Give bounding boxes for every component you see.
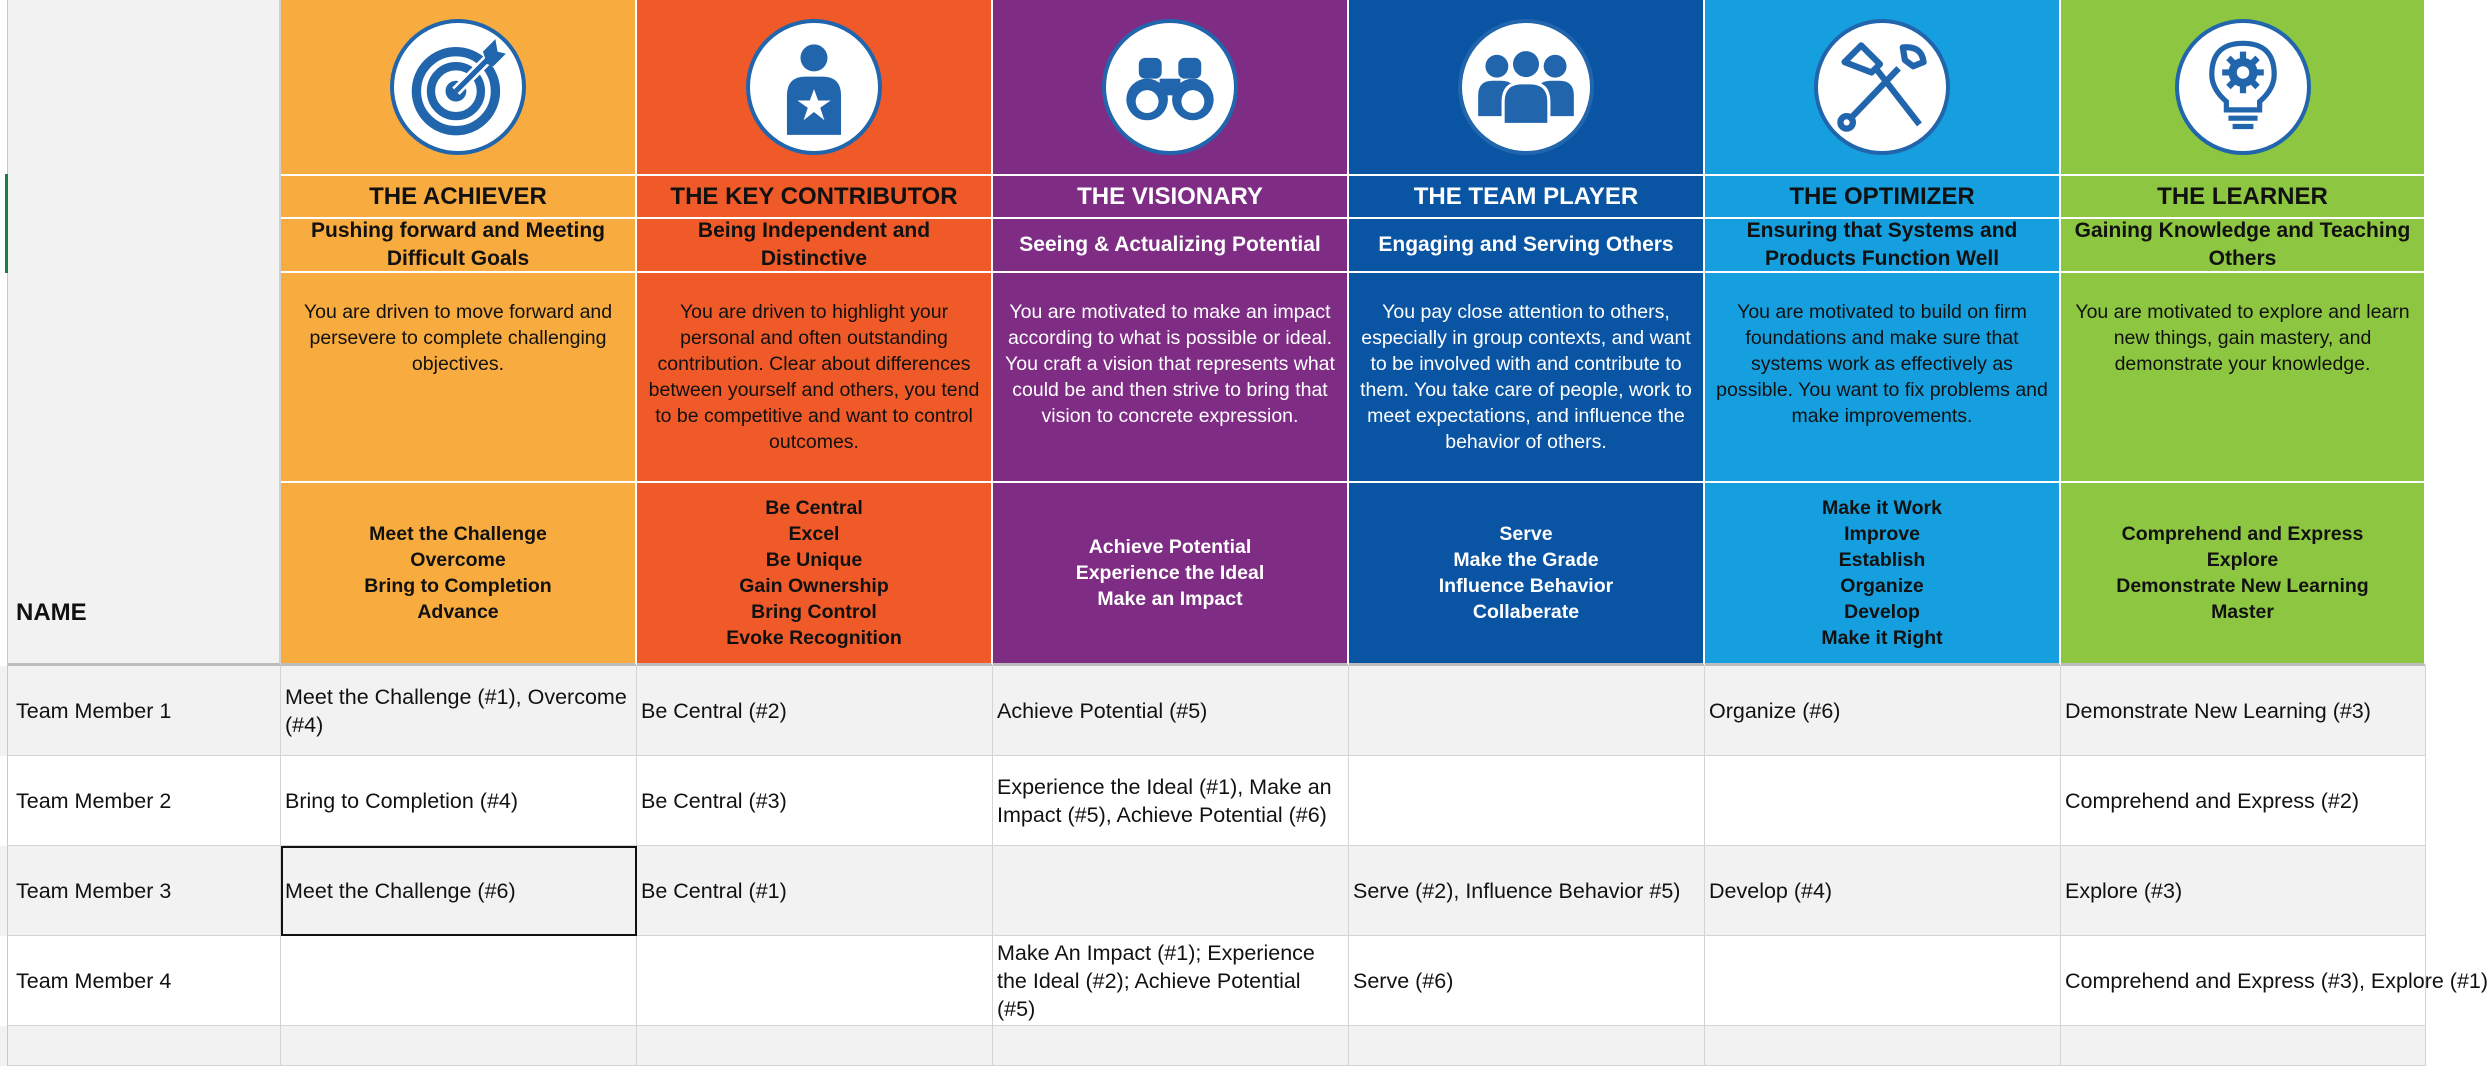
table-cell[interactable] [993, 846, 1349, 936]
key-contributor-description[interactable]: You are driven to highlight your personal and often outstanding contribution. Clear about differences between yourself and others, you tend to be competitive and want to control outcomes. [637, 273, 993, 483]
achiever-icon-cell[interactable] [281, 0, 637, 174]
motivator: Bring to Completion [364, 575, 552, 597]
motivator: Excel [788, 523, 840, 545]
motivator: Master [2211, 601, 2274, 623]
motivator: Influence Behavior [1438, 575, 1614, 597]
row-gutter [0, 0, 8, 174]
tools-icon [1814, 19, 1950, 155]
achiever-title[interactable]: THE ACHIEVER [281, 174, 637, 219]
table-cell[interactable] [1349, 756, 1705, 846]
table-cell[interactable] [1705, 1026, 2061, 1066]
motivator: Overcome [410, 549, 506, 571]
table-cell[interactable]: Be Central (#2) [637, 666, 993, 756]
table-cell[interactable]: Organize (#6) [1705, 666, 2061, 756]
table-cell[interactable]: Bring to Completion (#4) [281, 756, 637, 846]
row-gutter [0, 936, 8, 1026]
optimizer-description[interactable]: You are motivated to build on firm foundations and make sure that systems work as effectively as possible. You want to fix problems and make improvements. [1705, 273, 2061, 483]
table-cell[interactable] [1349, 666, 1705, 756]
table-cell-selected[interactable]: Meet the Challenge (#6) [281, 846, 637, 936]
team-player-tagline[interactable]: Engaging and Serving Others [1349, 219, 1705, 273]
key-contributor-icon-cell[interactable] [637, 0, 993, 174]
motivator: Make an Impact [1097, 588, 1243, 610]
table-cell[interactable]: Serve (#2), Influence Behavior #5) [1349, 846, 1705, 936]
visionary-motivators[interactable] [993, 483, 1349, 666]
optimizer-icon-cell[interactable] [1705, 0, 2061, 174]
learner-motivators[interactable] [2061, 483, 2426, 666]
table-cell[interactable]: Develop (#4) [1705, 846, 2061, 936]
team-player-motivators[interactable] [1349, 483, 1705, 666]
visionary-title[interactable]: THE VISIONARY [993, 174, 1349, 219]
motivator: Be Central [765, 497, 863, 519]
table-row-name[interactable]: Team Member 1 [8, 666, 281, 756]
table-cell[interactable]: Comprehend and Express (#2) [2061, 756, 2426, 846]
row-gutter-selected [0, 174, 8, 273]
binoculars-icon [1102, 19, 1238, 155]
table-cell[interactable] [637, 1026, 993, 1066]
name-header-cell[interactable] [8, 0, 281, 666]
table-cell[interactable] [637, 936, 993, 1026]
achiever-tagline[interactable]: Pushing forward and Meeting Difficult Goals [281, 219, 637, 273]
optimizer-motivators[interactable] [1705, 483, 2061, 666]
motivator: Make the Grade [1453, 549, 1599, 571]
motivator: Comprehend and Express [2121, 523, 2364, 545]
table-cell[interactable] [281, 1026, 637, 1066]
table-cell[interactable]: Achieve Potential (#5) [993, 666, 1349, 756]
achiever-motivators[interactable] [281, 483, 637, 666]
motivator: Make it Right [1821, 627, 1943, 649]
motivator: Experience the Ideal [1075, 562, 1265, 584]
table-cell[interactable] [1705, 936, 2061, 1026]
optimizer-title[interactable]: THE OPTIMIZER [1705, 174, 2061, 219]
motivator: Improve [1844, 523, 1920, 545]
table-cell[interactable]: Be Central (#3) [637, 756, 993, 846]
motivator: Evoke Recognition [726, 627, 902, 649]
table-cell[interactable] [1705, 756, 2061, 846]
table-cell[interactable]: Serve (#6) [1349, 936, 1705, 1026]
table-cell[interactable]: Experience the Ideal (#1), Make an Impact (#5), Achieve Potential (#6) [993, 756, 1349, 846]
optimizer-tagline[interactable]: Ensuring that Systems and Products Function Well [1705, 219, 2061, 273]
motivator: Make it Work [1822, 497, 1942, 519]
motivator: Explore [2206, 549, 2279, 571]
visionary-description[interactable]: You are motivated to make an impact according to what is possible or ideal. You craft a vision that represents what could be and then strive to bring that vision to concrete expression. [993, 273, 1349, 483]
motivator: Develop [1844, 601, 1920, 623]
row-gutter [0, 756, 8, 846]
motivator: Demonstrate New Learning [2116, 575, 2369, 597]
motivator: Be Unique [765, 549, 863, 571]
target-icon [390, 19, 526, 155]
key-contributor-tagline[interactable]: Being Independent and Distinctive [637, 219, 993, 273]
motivator: Advance [417, 601, 499, 623]
table-cell[interactable] [993, 1026, 1349, 1066]
row-gutter [0, 666, 8, 756]
row-gutter [0, 273, 8, 666]
motivator: Serve [1499, 523, 1553, 545]
motivator: Bring Control [751, 601, 877, 623]
key-contributor-title[interactable]: THE KEY CONTRIBUTOR [637, 174, 993, 219]
visionary-tagline[interactable]: Seeing & Actualizing Potential [993, 219, 1349, 273]
learner-icon-cell[interactable] [2061, 0, 2426, 174]
team-player-description[interactable]: You pay close attention to others, especially in group contexts, and want to be involved with and contribute to them. You take care of people, work to meet expectations, and influence the behavior of others. [1349, 273, 1705, 483]
person-star-icon [746, 19, 882, 155]
table-cell[interactable]: Be Central (#1) [637, 846, 993, 936]
table-cell[interactable]: Make An Impact (#1); Experience the Ideal (#2); Achieve Potential (#5) [993, 936, 1349, 1026]
motivator: Organize [1840, 575, 1924, 597]
team-player-title[interactable]: THE TEAM PLAYER [1349, 174, 1705, 219]
table-cell[interactable] [1349, 1026, 1705, 1066]
row-gutter [0, 1026, 8, 1066]
lightbulb-gear-icon [2175, 19, 2311, 155]
learner-description[interactable]: You are motivated to explore and learn new things, gain mastery, and demonstrate your knowledge. [2061, 273, 2426, 483]
row-gutter [0, 846, 8, 936]
motivator: Meet the Challenge [369, 523, 547, 545]
visionary-icon-cell[interactable] [993, 0, 1349, 174]
table-cell[interactable]: Meet the Challenge (#1), Overcome (#4) [281, 666, 637, 756]
learner-title[interactable]: THE LEARNER [2061, 174, 2426, 219]
group-icon [1458, 19, 1594, 155]
table-row-name[interactable]: Team Member 2 [8, 756, 281, 846]
name-header: NAME [16, 599, 87, 626]
achiever-description[interactable]: You are driven to move forward and persevere to complete challenging objectives. [281, 273, 637, 483]
table-row-name[interactable]: Team Member 4 [8, 936, 281, 1026]
learner-tagline[interactable]: Gaining Knowledge and Teaching Others [2061, 219, 2426, 273]
team-player-icon-cell[interactable] [1349, 0, 1705, 174]
motivator: Collaberate [1472, 601, 1580, 623]
table-cell[interactable]: Comprehend and Express (#3), Explore (#1) [2061, 936, 2426, 1026]
motivator: Gain Ownership [739, 575, 889, 597]
motivator: Achieve Potential [1088, 536, 1252, 558]
table-cell[interactable]: Demonstrate New Learning (#3) [2061, 666, 2426, 756]
table-cell[interactable] [2061, 1026, 2426, 1066]
motivator: Establish [1838, 549, 1926, 571]
table-cell[interactable]: Explore (#3) [2061, 846, 2426, 936]
table-cell[interactable] [8, 1026, 281, 1066]
key-contributor-motivators[interactable] [637, 483, 993, 666]
table-row-name[interactable]: Team Member 3 [8, 846, 281, 936]
table-cell[interactable] [281, 936, 637, 1026]
